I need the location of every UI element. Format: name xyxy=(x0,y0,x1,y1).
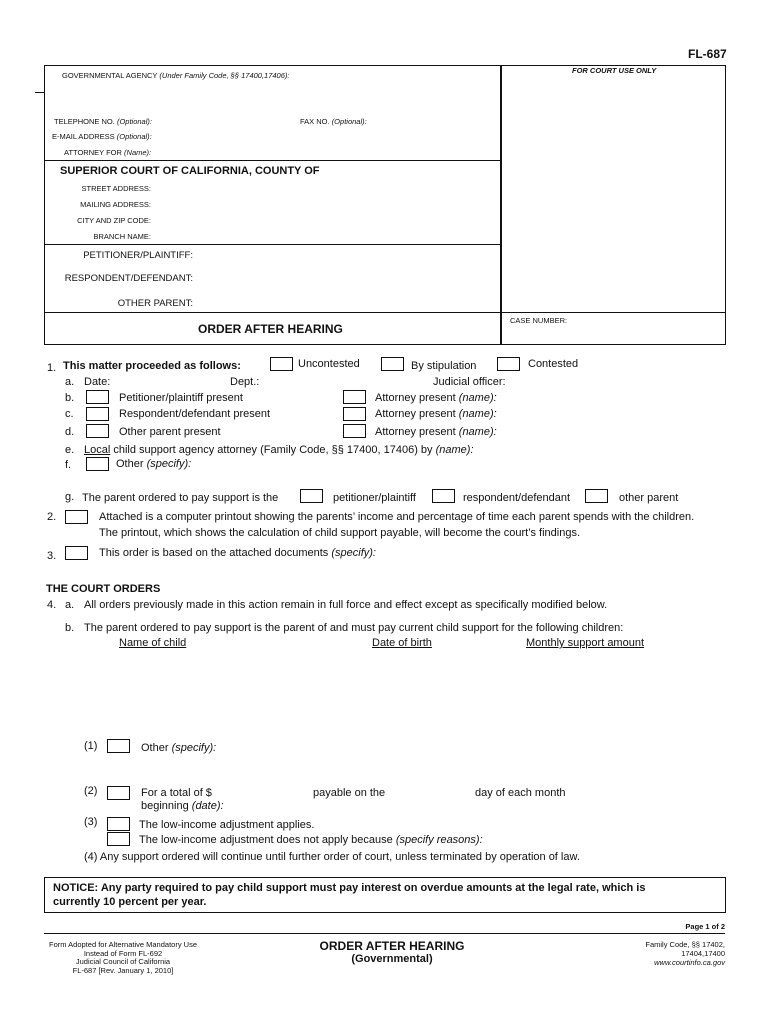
payor-parent-label: The parent ordered to pay support is the xyxy=(82,492,279,504)
sub-1-checkbox[interactable] xyxy=(107,739,130,753)
other-parent-present-checkbox[interactable] xyxy=(86,424,109,438)
item-1e-letter: e. xyxy=(65,444,75,456)
date-label: Date: xyxy=(84,376,111,388)
contested-label: Contested xyxy=(528,358,579,370)
adopted-line-3: Judicial Council of California xyxy=(75,957,171,966)
respondent-label: RESPONDENT/DEFENDANT: xyxy=(64,273,193,284)
uncontested-checkbox[interactable] xyxy=(270,357,293,371)
website-link[interactable]: www.courtinfo.ca.gov xyxy=(654,958,725,967)
item-1-number: 1. xyxy=(47,362,57,374)
attorney-present-label: Attorney present (name): xyxy=(375,426,497,438)
payor-petitioner-checkbox[interactable] xyxy=(300,489,323,503)
item-3-label: This order is based on the attached documents (specify): xyxy=(99,547,376,559)
payor-respondent-label: respondent/defendant xyxy=(463,492,571,504)
payable-label: payable on the xyxy=(313,787,386,799)
divider xyxy=(44,312,725,313)
column-monthly-support: Monthly support amount xyxy=(526,637,645,649)
other-label: Other (specify): xyxy=(116,458,192,470)
respondent-present-label: Respondent/defendant present xyxy=(119,408,271,420)
payor-other-parent-checkbox[interactable] xyxy=(585,489,608,503)
local-agency-attorney-label: Local child support agency attorney (Family Code, §§ 17400, 17406) by (name): xyxy=(84,444,474,456)
form-number: FL-687 xyxy=(688,47,727,61)
stipulation-checkbox[interactable] xyxy=(381,357,404,371)
page-number: Page 1 of 2 xyxy=(685,922,725,931)
footer-title: ORDER AFTER HEARING xyxy=(319,939,465,953)
column-name-of-child: Name of child xyxy=(119,637,187,649)
case-number-label: CASE NUMBER: xyxy=(510,316,568,325)
total-label: For a total of $ xyxy=(141,787,212,799)
adopted-line-2: Instead of Form FL-692 xyxy=(83,949,163,958)
item-4b-letter: b. xyxy=(65,622,75,634)
item-1c-letter: c. xyxy=(65,408,74,420)
column-date-of-birth: Date of birth xyxy=(372,637,432,649)
attorney-present-label: Attorney present (name): xyxy=(375,392,497,404)
court-orders-heading: THE COURT ORDERS xyxy=(46,583,161,595)
other-parent-present-label: Other parent present xyxy=(119,426,221,438)
other-parent-label: OTHER PARENT: xyxy=(117,298,193,309)
stipulation-label: By stipulation xyxy=(411,360,477,372)
item-1-label: This matter proceeded as follows: xyxy=(63,360,241,372)
agency-label: GOVERNMENTAL AGENCY (Under Family Code, §§ 17400,17406): xyxy=(62,71,290,80)
email-label: E-MAIL ADDRESS (Optional): xyxy=(52,132,152,141)
city-zip-label: CITY AND ZIP CODE: xyxy=(77,216,151,225)
day-of-month-label: day of each month xyxy=(475,787,566,799)
notice-line-2: currently 10 percent per year. xyxy=(53,896,207,908)
item-4b-text: The parent ordered to pay support is the parent of and must pay current child support for the following children: xyxy=(84,622,624,634)
item-2-line-2: The printout, which shows the calculation of child support payable, will become the court’s findings. xyxy=(99,527,581,539)
sub-2-number: (2) xyxy=(84,785,98,797)
sub-1-number: (1) xyxy=(84,740,98,752)
judicial-officer-label: Judicial officer: xyxy=(433,376,506,388)
payor-other-parent-label: other parent xyxy=(619,492,679,504)
other-checkbox[interactable] xyxy=(86,457,109,471)
adopted-line-4: FL-687 [Rev. January 1, 2010] xyxy=(72,966,174,975)
attorney-present-label: Attorney present (name): xyxy=(375,408,497,420)
item-4a-letter: a. xyxy=(65,599,75,611)
beginning-date-label: beginning (date): xyxy=(141,800,224,812)
street-address-label: STREET ADDRESS: xyxy=(81,184,151,193)
item-4a-text: All orders previously made in this action remain in full force and effect except as specifically modified below. xyxy=(84,599,608,611)
contested-checkbox[interactable] xyxy=(497,357,520,371)
branch-name-label: BRANCH NAME: xyxy=(93,232,151,241)
item-2-number: 2. xyxy=(47,511,57,523)
item-1g-letter: g. xyxy=(65,491,75,503)
respondent-present-checkbox[interactable] xyxy=(86,407,109,421)
item-3-number: 3. xyxy=(47,550,57,562)
sub-3-number: (3) xyxy=(84,816,98,828)
divider xyxy=(44,244,500,245)
code-line-1: Family Code, §§ 17402, xyxy=(645,940,725,949)
fax-label: FAX NO. (Optional): xyxy=(300,117,367,126)
sub-4-text: (4) Any support ordered will continue until further order of court, unless terminated by operation of law. xyxy=(84,851,580,863)
uncontested-label: Uncontested xyxy=(298,358,360,370)
divider xyxy=(44,160,500,161)
mailing-address-label: MAILING ADDRESS: xyxy=(80,200,151,209)
court-use-label: FOR COURT USE ONLY xyxy=(572,66,657,75)
item-1d-letter: d. xyxy=(65,426,75,438)
item-1b-letter: b. xyxy=(65,392,75,404)
footer-subtitle: (Governmental) xyxy=(351,953,433,965)
item-3-checkbox[interactable] xyxy=(65,546,88,560)
margin-mark xyxy=(35,92,44,93)
payor-petitioner-label: petitioner/plaintiff xyxy=(333,492,416,504)
respondent-attorney-checkbox[interactable] xyxy=(343,407,366,421)
low-income-applies-checkbox[interactable] xyxy=(107,817,130,831)
item-2-checkbox[interactable] xyxy=(65,510,88,524)
court-title: SUPERIOR COURT OF CALIFORNIA, COUNTY OF xyxy=(60,165,320,177)
low-income-not-apply-checkbox[interactable] xyxy=(107,832,130,846)
item-4-number: 4. xyxy=(47,599,57,611)
petitioner-attorney-checkbox[interactable] xyxy=(343,390,366,404)
sub-2-checkbox[interactable] xyxy=(107,786,130,800)
dept-label: Dept.: xyxy=(230,376,260,388)
item-2-line-1: Attached is a computer printout showing the parents’ income and percentage of time each parent spends with the children. xyxy=(99,511,695,523)
low-income-not-apply-label: The low-income adjustment does not apply because (specify reasons): xyxy=(139,834,483,846)
petitioner-label: PETITIONER/PLAINTIFF: xyxy=(83,250,193,261)
attorney-for-label: ATTORNEY FOR (Name): xyxy=(64,148,152,157)
low-income-applies-label: The low-income adjustment applies. xyxy=(139,819,315,831)
sub-1-other-label: Other (specify): xyxy=(141,742,217,754)
item-1f-letter: f. xyxy=(65,459,72,471)
footer-divider xyxy=(44,933,725,934)
notice-line-1: NOTICE: Any party required to pay child support must pay interest on overdue amounts at the legal rate, which is xyxy=(53,882,646,894)
court-use-box xyxy=(500,65,726,345)
other-parent-attorney-checkbox[interactable] xyxy=(343,424,366,438)
petitioner-present-checkbox[interactable] xyxy=(86,390,109,404)
item-1a-letter: a. xyxy=(65,376,75,388)
payor-respondent-checkbox[interactable] xyxy=(432,489,455,503)
code-line-2: 17404,17400 xyxy=(681,949,725,958)
adopted-line-1: Form Adopted for Alternative Mandatory Use xyxy=(49,940,197,949)
order-title: ORDER AFTER HEARING xyxy=(198,322,343,336)
telephone-label: TELEPHONE NO. (Optional): xyxy=(54,117,152,126)
petitioner-present-label: Petitioner/plaintiff present xyxy=(119,392,243,404)
